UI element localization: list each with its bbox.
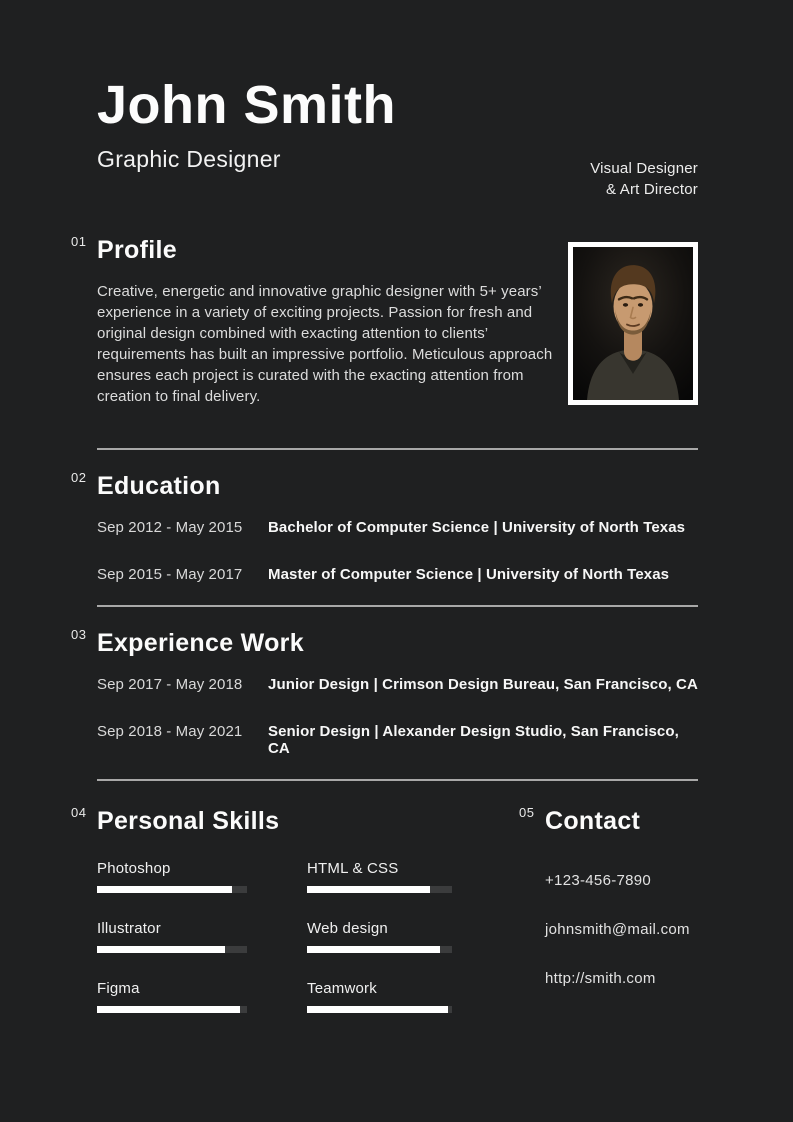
portrait-photo bbox=[568, 242, 698, 405]
tagline-line-2: & Art Director bbox=[606, 181, 698, 199]
section-divider bbox=[97, 605, 698, 607]
education-heading bbox=[71, 470, 698, 501]
skill-bar-track bbox=[307, 886, 452, 893]
section-title: Profile bbox=[97, 236, 177, 265]
education-dates: Sep 2015 - May 2017 bbox=[97, 566, 243, 584]
section-title: Contact bbox=[545, 807, 641, 836]
role-row bbox=[97, 146, 698, 200]
skill-item bbox=[97, 980, 247, 1013]
skill-item bbox=[307, 920, 452, 953]
experience-dates: Sep 2018 - May 2021 bbox=[97, 723, 243, 741]
section-number: 05 bbox=[519, 805, 535, 821]
skill-item bbox=[97, 860, 247, 893]
skill-bar-track bbox=[97, 886, 247, 893]
skill-label: Web design bbox=[307, 920, 388, 938]
profile-text: Creative, energetic and innovative graphic designer with 5+ years’ experience in a variety of exciting projects. Passion for fresh and original design combined with exacting attention to clients’ requirements has built an impressive portfolio. Meticulous approach ensures each project is curated with the exacting attention from creation to final delivery. bbox=[97, 283, 553, 406]
education-rows bbox=[97, 519, 698, 583]
skill-bar-track bbox=[97, 946, 247, 953]
section-divider bbox=[97, 448, 698, 450]
person-name: John Smith bbox=[97, 75, 396, 135]
skill-bar-track bbox=[97, 1006, 247, 1013]
skill-bar-fill bbox=[97, 946, 225, 953]
contact-phone: +123-456-7890 bbox=[545, 872, 652, 890]
skill-item bbox=[307, 980, 452, 1013]
education-row bbox=[97, 519, 698, 536]
skill-label: Illustrator bbox=[97, 920, 161, 938]
skill-bar-fill bbox=[97, 886, 232, 893]
section-title: Education bbox=[97, 472, 221, 501]
section-contact bbox=[452, 807, 698, 1019]
education-row bbox=[97, 566, 698, 583]
skill-item bbox=[307, 860, 452, 893]
skill-item bbox=[97, 920, 247, 953]
section-number: 04 bbox=[71, 805, 87, 821]
section-skills bbox=[71, 805, 452, 1019]
experience-dates: Sep 2017 - May 2018 bbox=[97, 676, 243, 694]
experience-heading bbox=[71, 627, 698, 658]
experience-row bbox=[97, 676, 698, 693]
experience-description: Senior Design | Alexander Design Studio, San Francisco, CA bbox=[268, 723, 679, 758]
section-number: 03 bbox=[71, 627, 87, 643]
section-number: 01 bbox=[71, 234, 87, 250]
education-dates: Sep 2012 - May 2015 bbox=[97, 519, 243, 537]
contact-email: johnsmith@mail.com bbox=[545, 921, 690, 939]
experience-row bbox=[97, 723, 698, 757]
contact-heading bbox=[519, 805, 698, 836]
section-number: 02 bbox=[71, 470, 87, 486]
section-divider bbox=[97, 779, 698, 781]
section-experience bbox=[71, 627, 698, 758]
skill-label: Teamwork bbox=[307, 980, 377, 998]
skill-bar-fill bbox=[307, 946, 440, 953]
experience-rows bbox=[97, 676, 698, 757]
tagline-line-1: Visual Designer bbox=[590, 160, 698, 178]
education-description: Master of Computer Science | University of North Texas bbox=[268, 566, 670, 584]
person-role: Graphic Designer bbox=[97, 146, 281, 173]
skill-bar-track bbox=[307, 946, 452, 953]
education-description: Bachelor of Computer Science | University of North Texas bbox=[268, 519, 686, 537]
resume-header bbox=[97, 76, 698, 200]
skill-label: Figma bbox=[97, 980, 140, 998]
skill-label: Photoshop bbox=[97, 860, 171, 878]
contact-website: http://smith.com bbox=[545, 970, 656, 988]
experience-description: Junior Design | Crimson Design Bureau, San Francisco, CA bbox=[268, 676, 698, 694]
section-title: Personal Skills bbox=[97, 807, 280, 836]
skill-bar-fill bbox=[307, 886, 430, 893]
skills-grid bbox=[97, 860, 452, 1013]
skills-heading bbox=[71, 805, 452, 836]
section-profile bbox=[71, 234, 698, 408]
person-tagline bbox=[590, 158, 698, 200]
skill-bar-fill bbox=[97, 1006, 240, 1013]
bottom-columns bbox=[71, 805, 698, 1019]
skill-label: HTML & CSS bbox=[307, 860, 399, 878]
skill-bar-track bbox=[307, 1006, 452, 1013]
portrait-illustration bbox=[573, 247, 693, 400]
section-title: Experience Work bbox=[97, 629, 304, 658]
skill-bar-fill bbox=[307, 1006, 448, 1013]
contact-list bbox=[545, 872, 698, 987]
section-education bbox=[71, 470, 698, 584]
